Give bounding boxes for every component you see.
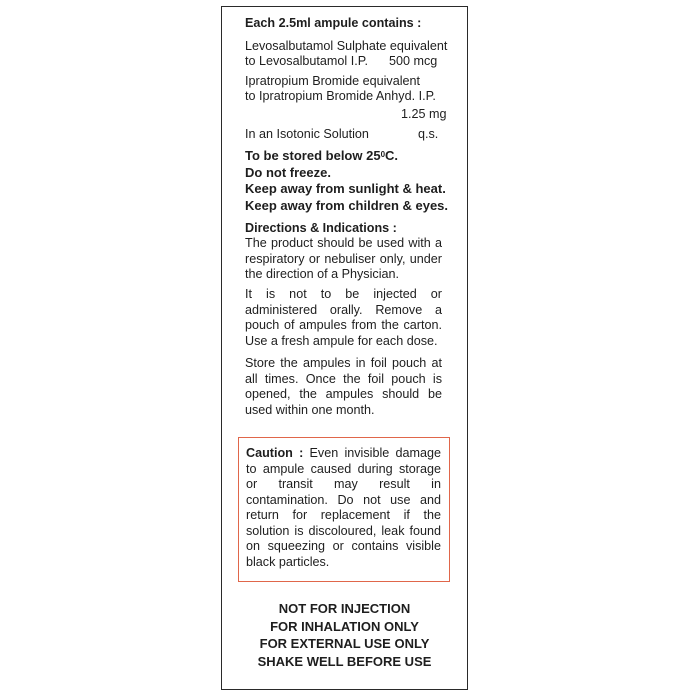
storage-line-4: Keep away from children & eyes. xyxy=(245,197,449,213)
directions-paragraph-3: Store the ampules in foil pouch at all times. Once the foil pouch is opened, the ampules should be used within one month. xyxy=(245,356,442,417)
storage-line-2: Do not freeze. xyxy=(245,164,331,180)
solution-amount: q.s. xyxy=(418,127,439,141)
solution-label: In an Isotonic Solution xyxy=(245,127,369,141)
ingredient2-line1: Ipratropium Bromide equivalent xyxy=(245,74,421,88)
storage-instructions xyxy=(245,148,448,214)
footer-line-3: FOR EXTERNAL USE ONLY xyxy=(259,636,430,651)
composition-heading: Each 2.5ml ampule contains : xyxy=(245,16,422,30)
ingredient2-amount: 1.25 mg xyxy=(401,107,447,121)
caution-label: Caution : xyxy=(246,446,304,460)
ingredient1-line1: Levosalbutamol Sulphate equivalent xyxy=(245,39,448,53)
storage-line-3: Keep away from sunlight & heat. xyxy=(245,181,446,196)
directions-heading: Directions & Indications : xyxy=(245,221,397,235)
footer-line-4: SHAKE WELL BEFORE USE xyxy=(257,653,432,669)
ingredient1-amount: 500 mcg xyxy=(389,54,438,68)
caution-box xyxy=(238,437,450,582)
footer-line-1: NOT FOR INJECTION xyxy=(278,601,411,616)
ingredient2-line2: to Ipratropium Bromide Anhyd. I.P. xyxy=(245,89,436,103)
caution-text: Caution : Even invisible damage to ampule caused during storage or transit may result in contamination. Do not use and return for replacement if the solution is discoloured, leak found on squeezing or contains visible black particles. xyxy=(246,446,441,569)
directions-paragraph-1: The product should be used with a respiratory or nebuliser only, under the direction of a Physician. xyxy=(245,236,442,281)
footer-warnings xyxy=(221,600,468,670)
storage-line-1: To be stored below $25^0C$. xyxy=(245,148,399,163)
degree-mark: 0 xyxy=(380,150,386,159)
footer-line-2: FOR INHALATION ONLY xyxy=(270,618,419,634)
directions-paragraph-2: It is not to be injected or administered orally. Remove a pouch of ampules from the carton. Use a fresh ampule for each dose. xyxy=(245,287,442,348)
ingredient1-line2: to Levosalbutamol I.P. xyxy=(245,54,368,68)
